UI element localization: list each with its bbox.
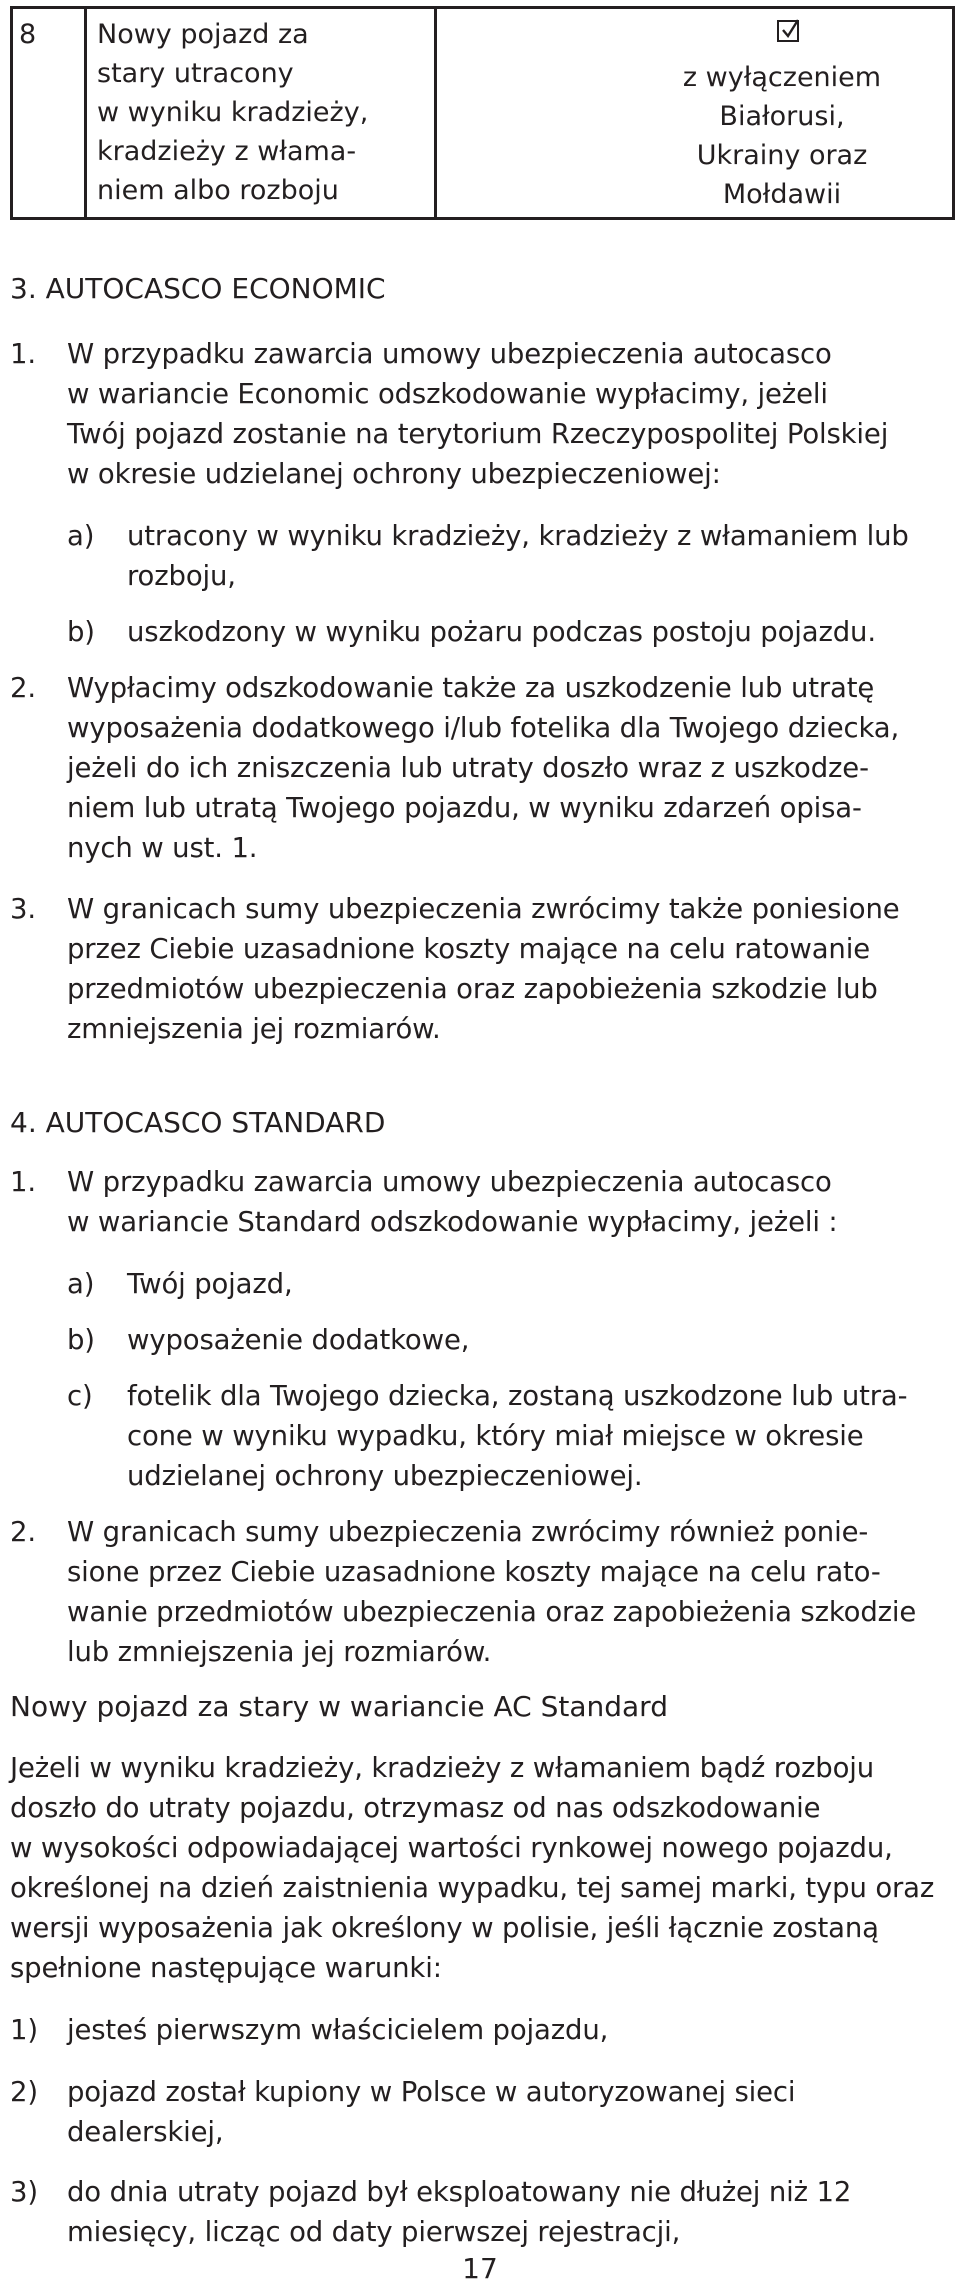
paragraph-line: Wypłacimy odszkodowanie także za uszkodzenie lub utratę	[67, 672, 875, 704]
subsection-heading: Nowy pojazd za stary w wariancie AC Standard	[10, 1690, 668, 1723]
list-item-line: udzielanej ochrony ubezpieczeniowej.	[127, 1460, 643, 1492]
row-number: 8	[19, 19, 37, 50]
paragraph-number: 2.	[10, 672, 36, 704]
paragraph-line: niem lub utratą Twojego pojazdu, w wyniku zdarzeń opisa-	[67, 792, 862, 824]
list-item-line: dealerskiej,	[67, 2116, 224, 2148]
row-note-line: Mołdawii	[722, 179, 842, 210]
paragraph-line: Twój pojazd zostanie na terytorium Rzeczypospolitej Polskiej	[67, 418, 889, 450]
row-name-line: w wyniku kradzieży,	[97, 97, 369, 128]
paragraph-number: 3.	[10, 893, 36, 925]
paragraph-line: wersji wyposażenia jak określony w polisie, jeśli łącznie zostaną	[10, 1912, 879, 1944]
list-item-label: b)	[67, 1324, 95, 1356]
list-item-line: utracony w wyniku kradzieży, kradzieży z włamaniem lub	[127, 520, 909, 552]
row-name-line: Nowy pojazd za	[97, 19, 309, 50]
list-item-label: 2)	[10, 2076, 38, 2108]
list-item-line: fotelik dla Twojego dziecka, zostaną uszkodzone lub utra-	[127, 1380, 908, 1412]
paragraph-line: W granicach sumy ubezpieczenia zwrócimy również ponie-	[67, 1516, 869, 1548]
paragraph-line: spełnione następujące warunki:	[10, 1952, 442, 1984]
paragraph-line: nych w ust. 1.	[67, 832, 258, 864]
paragraph-line: wyposażenia dodatkowego i/lub fotelika dla Twojego dziecka,	[67, 712, 900, 744]
section-heading: 4. AUTOCASCO STANDARD	[10, 1106, 386, 1139]
paragraph-line: w wysokości odpowiadającej wartości rynkowej nowego pojazdu,	[10, 1832, 893, 1864]
page-number: 17	[462, 2252, 498, 2285]
list-item-label: c)	[67, 1380, 93, 1412]
paragraph-number: 2.	[10, 1516, 36, 1548]
list-item-line: miesięcy, licząc od daty pierwszej rejestracji,	[67, 2216, 681, 2248]
list-item-line: pojazd został kupiony w Polsce w autoryzowanej sieci	[67, 2076, 796, 2108]
paragraph-line: lub zmniejszenia jej rozmiarów.	[67, 1636, 492, 1668]
list-item-line: rozboju,	[127, 560, 236, 592]
list-item-line: wyposażenie dodatkowe,	[127, 1324, 470, 1356]
list-item-label: b)	[67, 616, 95, 648]
paragraph-line: w wariancie Standard odszkodowanie wypłacimy, jeżeli :	[67, 1206, 838, 1238]
paragraph-line: jeżeli do ich zniszczenia lub utraty doszło wraz z uszkodze-	[67, 752, 869, 784]
paragraph-line: W przypadku zawarcia umowy ubezpieczenia autocasco	[67, 1166, 832, 1198]
paragraph-line: w wariancie Economic odszkodowanie wypłacimy, jeżeli	[67, 378, 828, 410]
paragraph-number: 1.	[10, 338, 36, 370]
paragraph-line: Jeżeli w wyniku kradzieży, kradzieży z włamaniem bądź rozboju	[10, 1752, 875, 1784]
paragraph-line: określonej na dzień zaistnienia wypadku, tej samej marki, typu oraz	[10, 1872, 935, 1904]
list-item-line: uszkodzony w wyniku pożaru podczas postoju pojazdu.	[127, 616, 876, 648]
paragraph-line: przez Ciebie uzasadnione koszty mające na celu ratowanie	[67, 933, 870, 965]
row-name-line: niem albo rozboju	[97, 175, 339, 206]
paragraph-line: przedmiotów ubezpieczenia oraz zapobieżenia szkodzie lub	[67, 973, 878, 1005]
list-item-line: jesteś pierwszym właścicielem pojazdu,	[67, 2014, 609, 2046]
paragraph-line: W granicach sumy ubezpieczenia zwrócimy także poniesione	[67, 893, 900, 925]
list-item-label: 3)	[10, 2176, 38, 2208]
paragraph-line: zmniejszenia jej rozmiarów.	[67, 1013, 441, 1045]
row-name-line: kradzieży z włama-	[97, 136, 357, 167]
checked-checkbox-icon	[777, 20, 799, 42]
list-item-label: 1)	[10, 2014, 38, 2046]
paragraph-line: W przypadku zawarcia umowy ubezpieczenia autocasco	[67, 338, 832, 370]
row-note-line: z wyłączeniem	[682, 62, 882, 93]
paragraph-number: 1.	[10, 1166, 36, 1198]
paragraph-line: wanie przedmiotów ubezpieczenia oraz zapobieżenia szkodzie	[67, 1596, 917, 1628]
list-item-label: a)	[67, 520, 95, 552]
paragraph-line: doszło do utraty pojazdu, otrzymasz od nas odszkodowanie	[10, 1792, 821, 1824]
row-note-line: Ukrainy oraz	[696, 140, 868, 171]
paragraph-line: w okresie udzielanej ochrony ubezpieczeniowej:	[67, 458, 721, 490]
row-name-line: stary utracony	[97, 58, 294, 89]
list-item-line: cone w wyniku wypadku, który miał miejsce w okresie	[127, 1420, 864, 1452]
check-mark-icon	[780, 18, 802, 42]
list-item-line: Twój pojazd,	[127, 1268, 293, 1300]
paragraph-line: sione przez Ciebie uzasadnione koszty mające na celu rato-	[67, 1556, 881, 1588]
row-note-line: Białorusi,	[719, 101, 845, 132]
list-item-line: do dnia utraty pojazd był eksploatowany nie dłużej niż 12	[67, 2176, 852, 2208]
list-item-label: a)	[67, 1268, 95, 1300]
section-heading: 3. AUTOCASCO ECONOMIC	[10, 272, 386, 305]
